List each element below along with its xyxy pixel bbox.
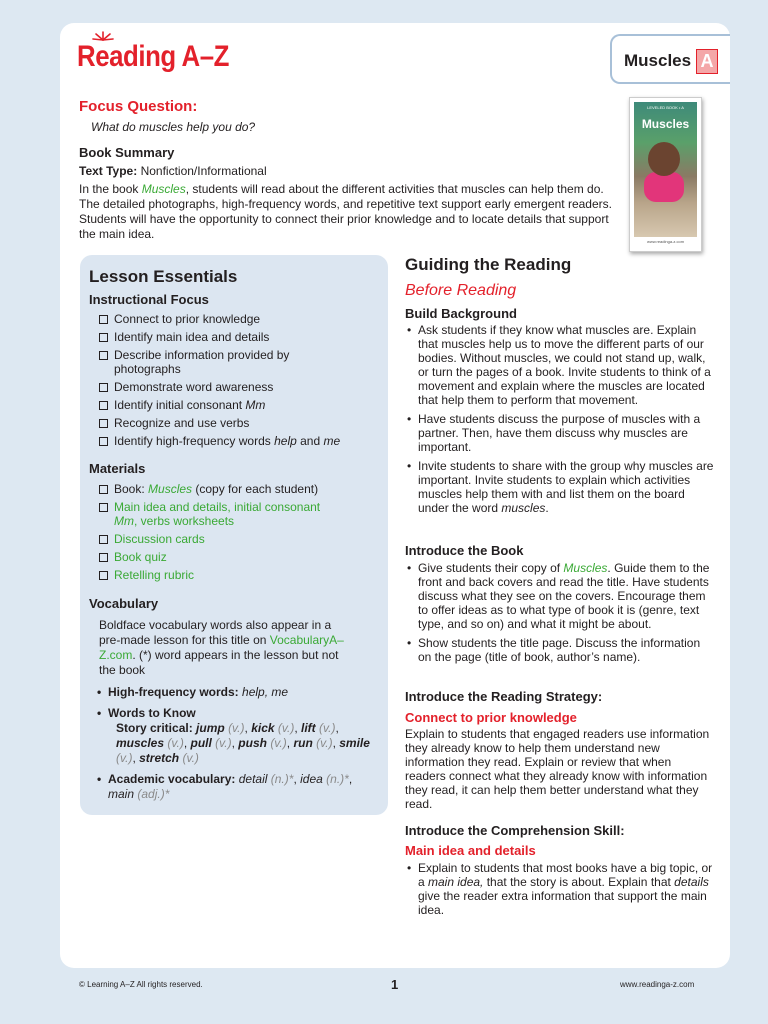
- material-item: [99, 482, 369, 496]
- part-of-speech: (v.): [316, 736, 333, 750]
- skill-name: Main idea and details: [405, 843, 536, 858]
- vocab-word: lift: [301, 721, 316, 735]
- book-title-tab: [610, 34, 730, 84]
- hf-words: help, me: [238, 685, 289, 699]
- cover-photo: [634, 102, 697, 237]
- item-letter: Mm: [245, 398, 266, 412]
- part-of-speech: (v.): [182, 751, 199, 765]
- checklist-item: Describe information provided by photographs: [99, 348, 299, 376]
- part-of-speech: (v.): [228, 721, 245, 735]
- part-of-speech: (n.)*: [270, 772, 294, 786]
- checklist-item: Demonstrate word awareness: [99, 380, 369, 394]
- book-title: Muscles: [624, 51, 692, 70]
- level-badge: A: [696, 49, 718, 74]
- part-of-speech: (n.)*: [326, 772, 349, 786]
- text-type-value: Nonfiction/Informational: [137, 164, 267, 178]
- vocabulary-intro: [99, 618, 354, 678]
- focus-heading: Focus Question:: [79, 98, 198, 115]
- item-text: and: [296, 434, 324, 448]
- item-word: main idea,: [428, 875, 484, 889]
- copyright: © Learning A–Z All rights reserved.: [79, 980, 203, 989]
- vocab-word: main: [108, 787, 135, 801]
- retelling-rubric-link[interactable]: Retelling rubric: [99, 568, 369, 582]
- worksheets-link[interactable]: [99, 500, 344, 528]
- link-letter: Mm: [114, 514, 134, 528]
- summary-text: In the book: [79, 182, 142, 196]
- skill-heading: Introduce the Comprehension Skill:: [405, 823, 625, 838]
- av-label: Academic vocabulary:: [108, 772, 236, 786]
- footer-url[interactable]: www.readinga-z.com: [620, 980, 695, 989]
- guiding-reading-title: Guiding the Reading: [405, 255, 572, 274]
- part-of-speech: (v.): [319, 721, 336, 735]
- vocab-word: push: [238, 736, 267, 750]
- page-number: 1: [391, 977, 399, 992]
- vocab-word: idea: [300, 772, 323, 786]
- part-of-speech: (adj.)*: [137, 787, 170, 801]
- strategy-heading: Introduce the Reading Strategy:: [405, 689, 603, 704]
- link-text: , verbs worksheets: [134, 514, 235, 528]
- discussion-cards-link[interactable]: Discussion cards: [99, 532, 369, 546]
- checklist-item: [99, 398, 369, 412]
- before-reading-heading: Before Reading: [405, 282, 517, 299]
- item-text: .: [545, 501, 549, 515]
- part-of-speech: (v.): [277, 721, 295, 735]
- strategy-name: Connect to prior knowledge: [405, 710, 577, 725]
- item-text: Give students their copy of: [418, 561, 564, 575]
- text-type: [79, 164, 267, 178]
- part-of-speech: (v.): [215, 736, 232, 750]
- lesson-essentials-title: Lesson Essentials: [89, 267, 238, 286]
- vocab-word: detail: [238, 772, 268, 786]
- build-background-heading: Build Background: [405, 306, 517, 321]
- build-background-list: [405, 323, 715, 520]
- words-to-know: [95, 706, 370, 766]
- bullet-item: • Have students discuss the purpose of muscles with a partner. Then, have them discuss why muscles are important.: [405, 412, 715, 454]
- text-type-label: Text Type:: [79, 164, 138, 178]
- item-word: me: [323, 434, 341, 448]
- part-of-speech: (v.): [270, 736, 287, 750]
- vocab-word: jump: [196, 721, 225, 735]
- item-text: Identify high-frequency words: [114, 434, 275, 448]
- high-frequency-words: [95, 685, 370, 700]
- summary-text: , students will read about the different activities that muscles can help them do. The detailed photographs, high-frequency words, and repetitive text support early emergent readers. Students will have the opportunity to connect their prior knowledge and to locate details that support the main idea.: [79, 182, 612, 241]
- bullet-item: [405, 459, 715, 515]
- bullet-item: [405, 861, 715, 917]
- book-link[interactable]: Muscles: [148, 482, 193, 496]
- cover-series: LEVELED BOOK • A: [647, 105, 684, 110]
- item-text: Book:: [114, 482, 149, 496]
- item-text: Identify initial consonant: [114, 398, 246, 412]
- book-cover: [629, 97, 702, 252]
- skill-list: [405, 861, 715, 922]
- summary-book-link[interactable]: Muscles: [141, 182, 186, 196]
- vocab-word: kick: [251, 721, 275, 735]
- sc-label: Story critical:: [116, 721, 193, 735]
- strategy-paragraph: Explain to students that engaged readers use information they already know to help them understand new information they read. Explain or review that when readers connect what they already know with information they read, it can help them better understand what they read.: [405, 727, 710, 811]
- vocab-text: Boldface vocabulary words also appear in a pre-made lesson for this title on: [99, 618, 332, 647]
- cover-figure-head: [648, 142, 680, 176]
- bullet-item: [405, 561, 715, 631]
- academic-vocabulary: • Academic vocabulary: detail (n.)*, idea (n.)*, main (adj.)*: [95, 772, 370, 802]
- checklist-item: Connect to prior knowledge: [99, 312, 369, 326]
- cover-footer: www.readinga-z.com: [646, 239, 685, 244]
- item-word: details: [674, 875, 709, 889]
- item-text: that the story is about. Explain that: [483, 875, 675, 889]
- summary-heading: Book Summary: [79, 145, 175, 160]
- item-text: Explain to students that most books have a big topic, or a: [418, 861, 713, 889]
- item-word: muscles: [501, 501, 546, 515]
- materials-heading: Materials: [89, 461, 146, 476]
- vocab-word: muscles: [116, 736, 165, 750]
- bullet-item: • Show students the title page. Discuss the information on the page (title of book, author’s name).: [405, 636, 715, 664]
- vocabulary-az-link[interactable]: VocabularyA–Z.com: [99, 633, 344, 662]
- checklist-item: [99, 434, 369, 448]
- vocabulary-list: [95, 685, 370, 802]
- cover-figure-body: [644, 172, 684, 202]
- summary-paragraph: [79, 182, 619, 242]
- part-of-speech: (v.): [167, 736, 184, 750]
- vocab-word: run: [293, 736, 313, 750]
- bullet-item: • Ask students if they know what muscles are. Explain that muscles help us to move the different parts of our bodies. Without muscles, we could not stand up, walk, or turn the pages of a book. Invite students to think of a movement and explain where the muscles are located that help them to perform that movement.: [405, 323, 715, 407]
- introduce-book-heading: Introduce the Book: [405, 543, 524, 558]
- item-word: help: [274, 434, 297, 448]
- vocabulary-heading: Vocabulary: [89, 596, 159, 611]
- materials-list: [99, 482, 369, 586]
- link-text: Main idea and details, initial consonant: [114, 500, 321, 514]
- instructional-focus-heading: Instructional Focus: [89, 292, 209, 307]
- part-of-speech: (v.): [116, 751, 133, 765]
- checklist-item: Recognize and use verbs: [99, 416, 369, 430]
- introduce-book-list: [405, 561, 715, 669]
- focus-question: What do muscles help you do?: [91, 120, 256, 134]
- reading-az-logo: Reading A–Z: [77, 40, 230, 73]
- hf-label: High-frequency words:: [108, 685, 239, 699]
- checklist-item: Identify main idea and details: [99, 330, 369, 344]
- item-text: Invite students to share with the group why muscles are important. Invite students to explain which activities muscles help them with and list them on the board under the word: [418, 459, 714, 515]
- cover-title: Muscles: [641, 117, 690, 131]
- vocab-word: stretch: [139, 751, 180, 765]
- wtk-label: Words to Know: [108, 706, 196, 720]
- instructional-focus-list: [99, 312, 369, 452]
- book-link[interactable]: Muscles: [563, 561, 608, 575]
- story-critical-words: Story critical: jump (v.), kick (v.), lift (v.), muscles (v.), pull (v.), push (v.), run (v.), smile (v.), stretch (v.): [116, 721, 370, 765]
- book-quiz-link[interactable]: Book quiz: [99, 550, 369, 564]
- vocab-word: smile: [339, 736, 370, 750]
- item-text: . Guide them to the front and back covers and read the title. Have students discuss what they see on the covers. Encourage them to offer ideas as to what type of book it is (genre, text type, and so on) and what it might be about.: [418, 561, 710, 631]
- item-text: (copy for each student): [192, 482, 319, 496]
- item-text: give the reader extra information that support the main idea.: [418, 889, 707, 917]
- vocab-word: pull: [190, 736, 212, 750]
- vocab-text: . (*) word appears in the lesson but not the book: [99, 648, 339, 677]
